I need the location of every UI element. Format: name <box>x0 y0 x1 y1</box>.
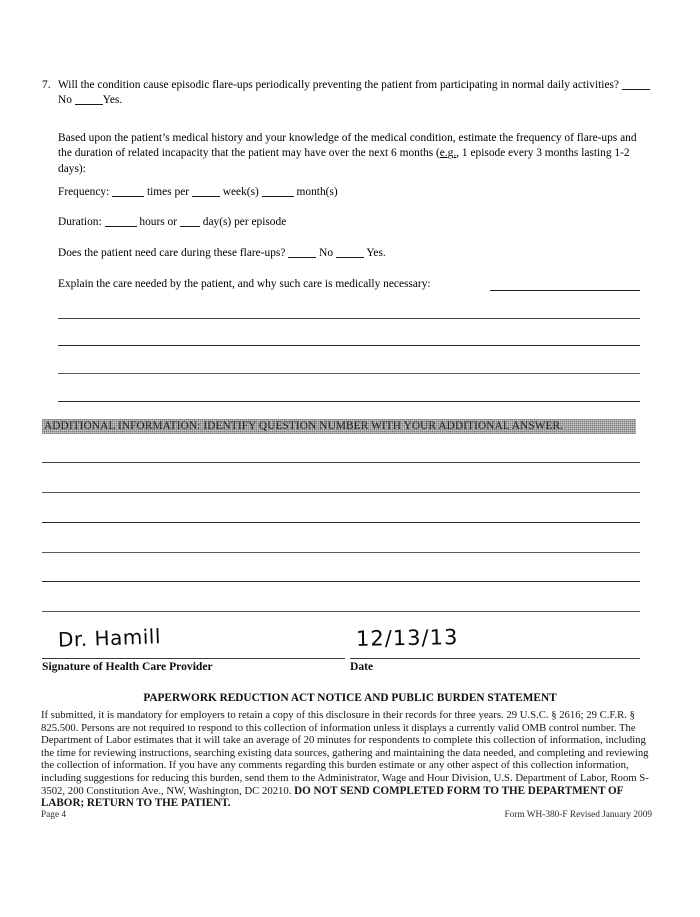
care-during-flareups-prompt: Does the patient need care during these flare-ups? <box>58 247 286 259</box>
provider-signature-value[interactable]: Dr. Hamill <box>57 624 162 652</box>
frequency-times-per-label: times per <box>146 186 190 198</box>
frequency-row <box>58 185 650 200</box>
question-7-yes-label: Yes. <box>102 94 123 107</box>
date-rule[interactable] <box>350 658 640 659</box>
duration-label: Duration: <box>58 216 102 228</box>
paperwork-notice-title: PAPERWORK REDUCTION ACT NOTICE AND PUBLIC BURDEN STATEMENT <box>143 692 557 704</box>
duration-hours-label: hours or <box>139 216 178 228</box>
signature-label: Signature of Health Care Provider <box>42 660 213 673</box>
paperwork-notice-emphasis: DO NOT SEND COMPLETED FORM TO THE DEPARTMENT OF LABOR; RETURN TO THE PATIENT. <box>41 784 624 810</box>
paperwork-notice-body-text: If submitted, it is mandatory for employers to retain a copy of this disclosure in their records for three years. 29 U.S.C. § 2616; 29 C.F.R. § 825.500. Persons are not required to respond to this collection of information unless it displays a currently valid OMB control number. The Department of Labor estimates that it will take an average of 20 minutes for respondents to complete this collection of information, including the time for reviewing instructions, searching existing data sources, gathering and maintaining the data needed, and completing and reviewing the collection of information. If you have any comments regarding this burden estimate or any other aspect of this collection information, including suggestions for reducing this burden, send them to the Administrator, Wage and Hour Division, U.S. Department of Labor, Room S-3502, 200 Constitution Ave., NW, Washington, DC 20210. <box>41 709 649 797</box>
care-flareups-yes-blank[interactable] <box>336 257 364 258</box>
explain-care-line-1[interactable] <box>58 318 640 319</box>
date-label: Date <box>350 660 374 673</box>
question-7-prompt-text: Will the condition cause episodic flare-ups periodically preventing the patient from participating in normal daily activities? <box>58 79 619 91</box>
care-during-flareups-row <box>58 246 650 261</box>
question-7-no-label: No <box>58 94 72 107</box>
additional-information-line-4[interactable] <box>42 552 640 553</box>
question-7-yes-blank[interactable] <box>75 104 103 105</box>
care-flareups-no-label: No <box>319 247 334 259</box>
additional-information-line-3[interactable] <box>42 522 640 523</box>
question-7-prompt <box>58 78 652 109</box>
explain-care-line-4[interactable] <box>58 401 640 402</box>
care-flareups-yes-label: Yes. <box>366 247 386 259</box>
additional-information-line-5[interactable] <box>42 581 640 582</box>
frequency-month-label: month(s) <box>296 186 338 198</box>
additional-information-line-1[interactable] <box>42 462 640 463</box>
question-7-no-blank[interactable] <box>622 89 650 90</box>
question-7-number: 7. <box>42 79 51 91</box>
frequency-times-blank[interactable] <box>112 196 144 197</box>
frequency-week-blank[interactable] <box>192 196 220 197</box>
signature-rule[interactable] <box>42 658 345 659</box>
estimate-paragraph <box>58 131 650 177</box>
frequency-week-label: week(s) <box>222 186 259 198</box>
additional-information-line-2[interactable] <box>42 492 640 493</box>
explain-care-inline-rule[interactable] <box>490 290 640 291</box>
form-number-label: Form WH-380-F Revised January 2009 <box>504 810 652 820</box>
explain-care-line-3[interactable] <box>58 373 640 374</box>
paperwork-notice-body <box>41 709 653 810</box>
frequency-label: Frequency: <box>58 186 110 198</box>
date-value[interactable]: 12/13/13 <box>355 625 459 651</box>
explain-care-line-2[interactable] <box>58 345 640 346</box>
care-flareups-no-blank[interactable] <box>288 257 316 258</box>
frequency-month-blank[interactable] <box>262 196 294 197</box>
page-label: Page 4 <box>41 810 67 820</box>
duration-hours-blank[interactable] <box>105 226 137 227</box>
duration-days-blank[interactable] <box>180 226 200 227</box>
estimate-paragraph-eg: e.g. <box>439 147 457 160</box>
explain-care-prompt: Explain the care needed by the patient, and why such care is medically necessary: <box>58 278 431 290</box>
duration-row <box>58 215 650 230</box>
additional-information-line-6[interactable] <box>42 611 640 612</box>
duration-days-label: day(s) per episode <box>202 216 287 228</box>
additional-information-banner-label: ADDITIONAL INFORMATION: IDENTIFY QUESTION NUMBER WITH YOUR ADDITIONAL ANSWER. <box>44 420 564 432</box>
estimate-paragraph-part2: , 1 episode every 3 months lasting 1-2 days): <box>58 147 630 175</box>
estimate-paragraph-part1: Based upon the patient’s medical history and your knowledge of the medical condition, estimate the frequency of flare-ups and the duration of related incapacity that the patient may have over the next 6 months ( <box>58 132 637 160</box>
